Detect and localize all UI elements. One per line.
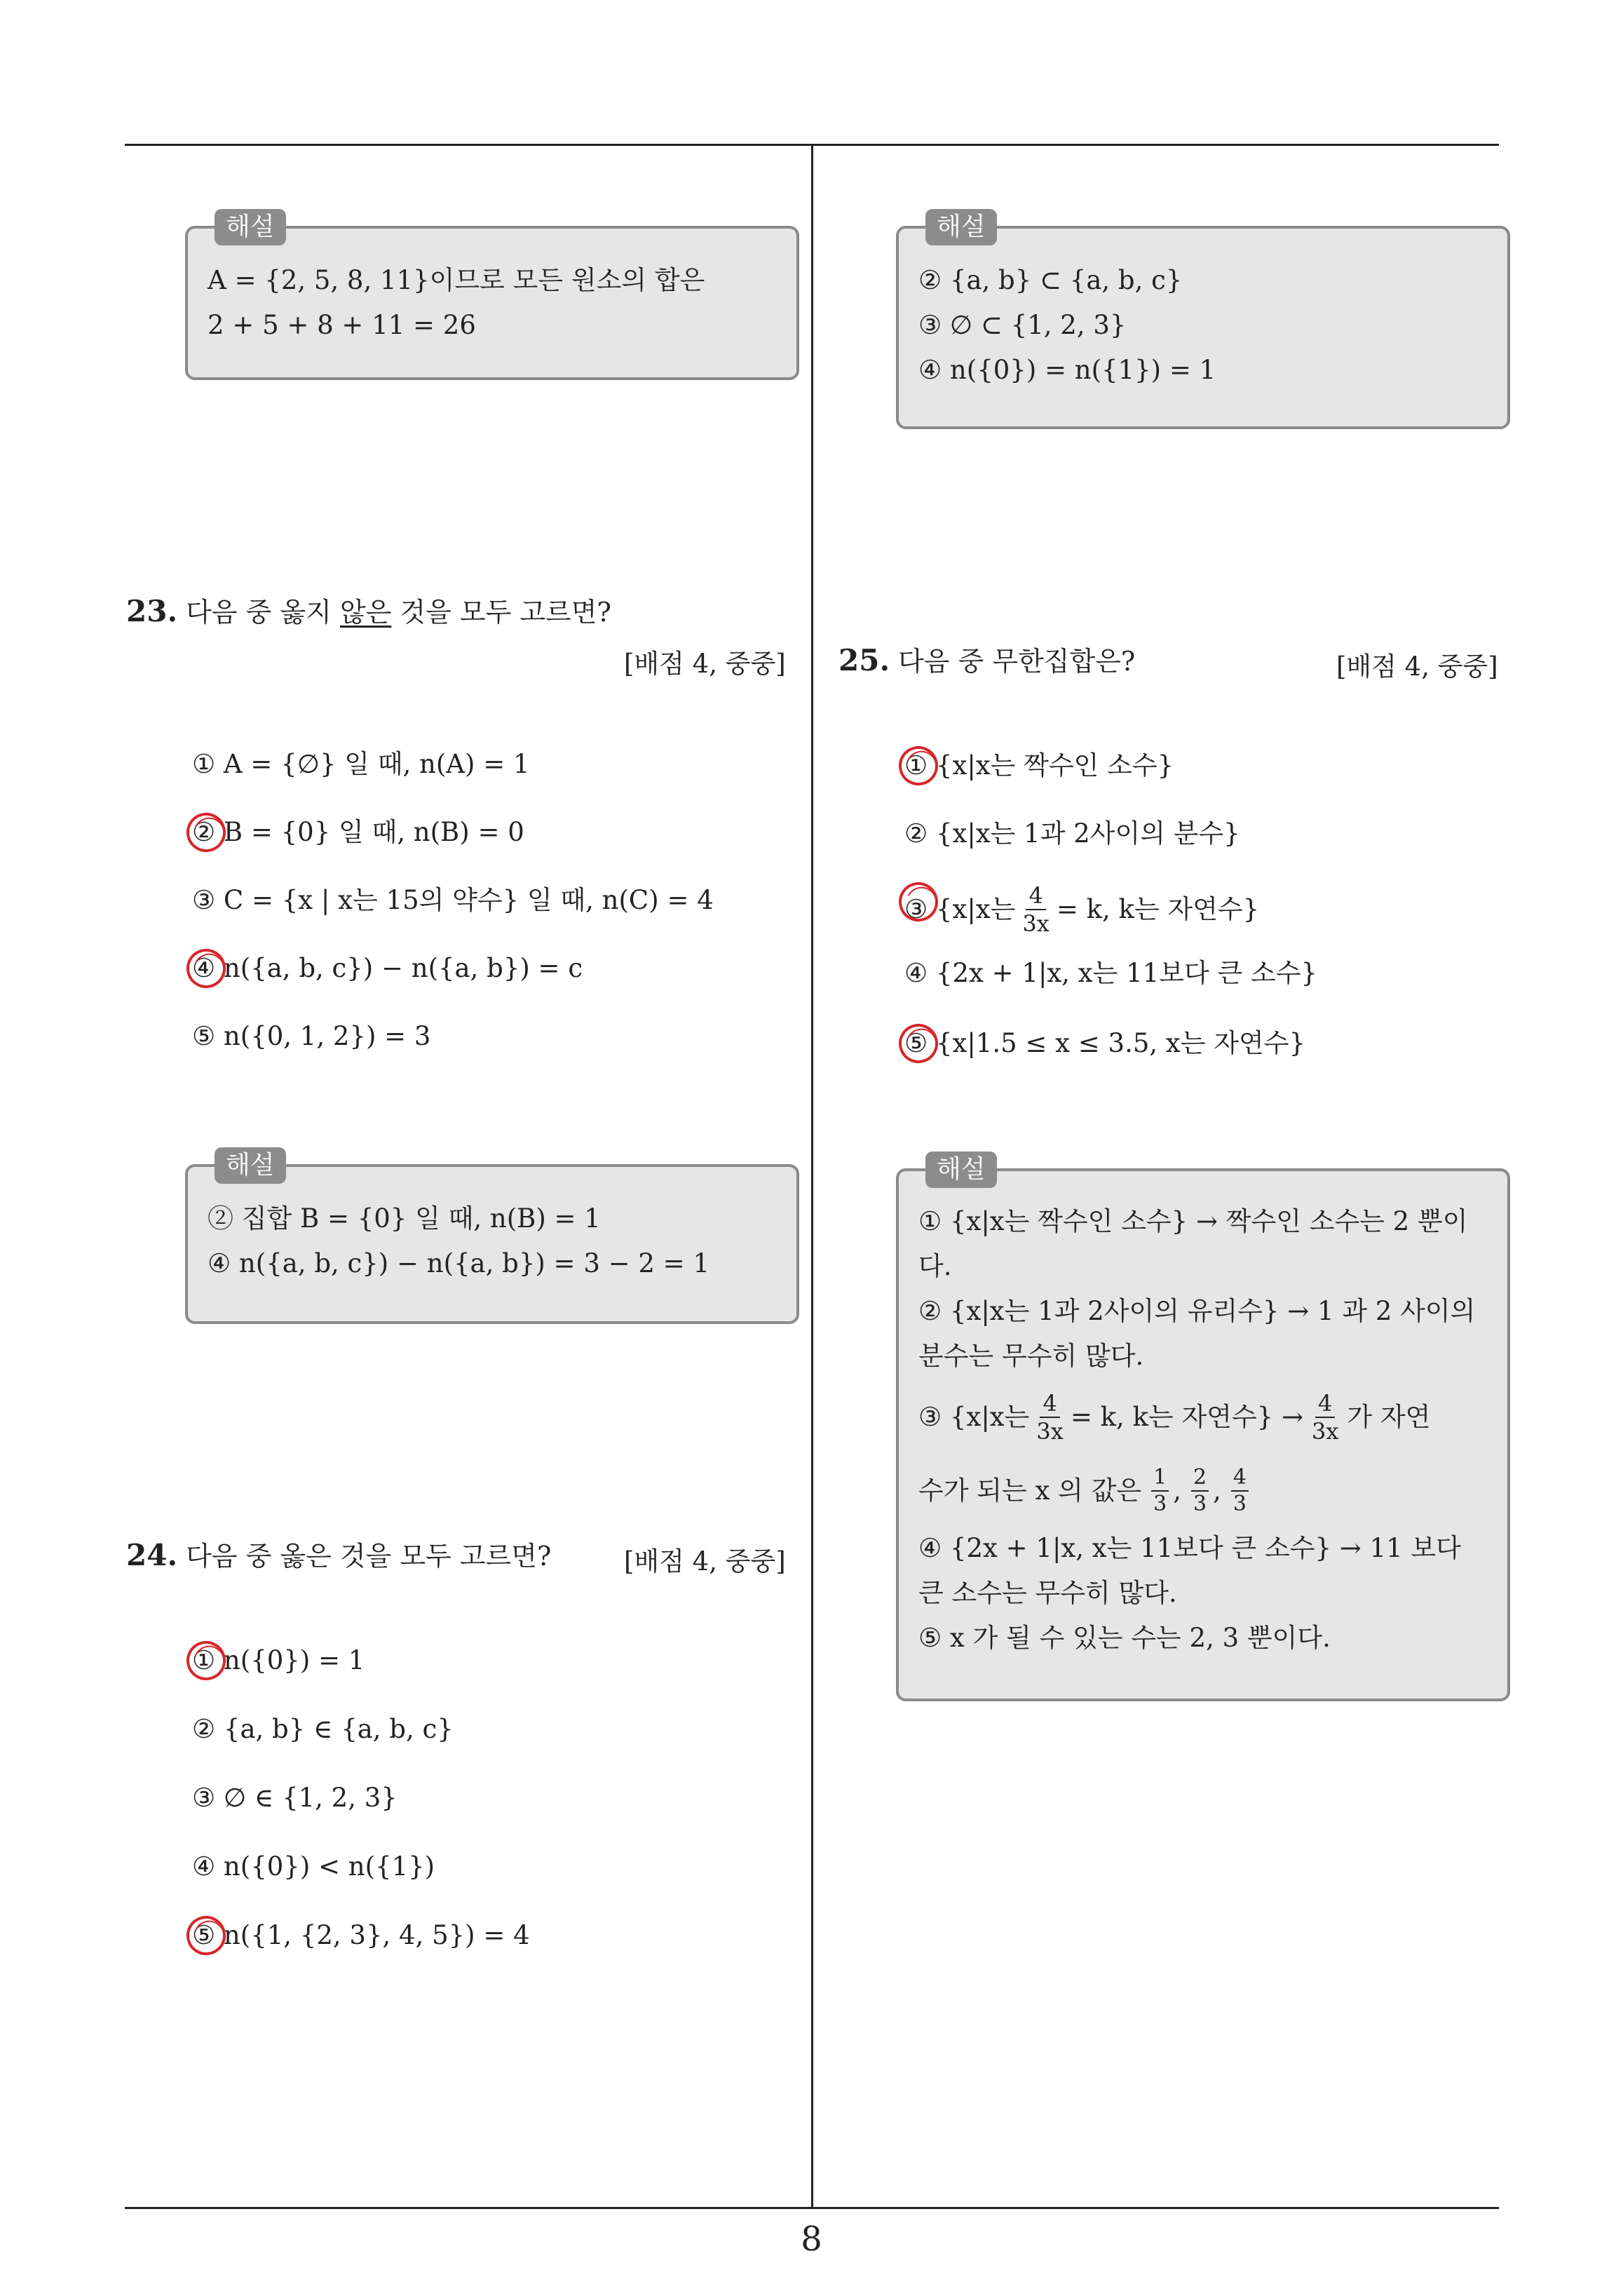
fraction-numerator: 4 xyxy=(1315,1390,1335,1418)
q23-choice-3[interactable]: ③ C = {x | x는 15의 약수} 일 때, n(C) = 4 xyxy=(192,885,714,915)
solution-box-24 xyxy=(896,212,1510,429)
solution-tag: 해설 xyxy=(925,1152,997,1188)
q23-choice-2[interactable]: ② B = {0} 일 때, n(B) = 0 xyxy=(192,817,524,847)
q25-choice-2[interactable]: ② {x|x는 1과 2사이의 분수} xyxy=(904,818,1240,849)
page-number: 8 xyxy=(801,2220,822,2259)
q23-choice-1[interactable]: ① A = {∅} 일 때, n(A) = 1 xyxy=(192,749,530,779)
solution-box-25 xyxy=(896,1155,1510,1701)
question-23-points: [배점 4, 중중] xyxy=(624,649,786,679)
underlined-word: 않은 xyxy=(339,597,392,628)
question-25-title: 25. 다음 중 무한집합은? xyxy=(838,643,1136,677)
q25-choice-3[interactable]: ③ {x|x는 $\frac{4}{3x}$ = k, k는 자연수} xyxy=(904,882,1260,937)
question-number: 24. xyxy=(126,1538,178,1572)
solution-line: 큰 소수는 무수히 많다. xyxy=(918,1578,1177,1608)
fraction-denominator: 3 xyxy=(1232,1492,1247,1516)
question-number: 25. xyxy=(838,643,890,677)
solution-line: A = {2, 5, 8, 11}이므로 모든 원소의 합은 xyxy=(208,265,705,295)
solution-line: 2 + 5 + 8 + 11 = 26 xyxy=(208,310,476,340)
solution-line: ② {x|x는 1과 2사이의 유리수} → 1 과 2 사이의 xyxy=(918,1296,1476,1326)
solution-line: 분수는 무수히 많다. xyxy=(918,1341,1144,1371)
solution-line: 수가 되는 x 의 값은 $\frac{1}{3}$ , $\frac{2}{3}$ , $\frac{4}{3}$ xyxy=(918,1456,1488,1526)
q24-choice-1[interactable]: ① n({0}) = 1 xyxy=(192,1645,365,1675)
solution-tag: 해설 xyxy=(215,1147,286,1184)
solution-line: ④ n({a, b, c}) − n({a, b}) = 3 − 2 = 1 xyxy=(208,1248,709,1278)
fraction-numerator: 4 xyxy=(1231,1465,1249,1492)
fraction xyxy=(1036,1390,1063,1445)
fraction-numerator: 2 xyxy=(1191,1465,1209,1492)
solution-tag: 해설 xyxy=(215,209,286,245)
fraction-numerator: 4 xyxy=(1026,882,1045,910)
question-number: 23. xyxy=(126,594,178,628)
q25-choice-4[interactable]: ④ {2x + 1|x, x는 11보다 큰 소수} xyxy=(904,958,1318,988)
q24-choice-5[interactable]: ⑤ n({1, {2, 3}, 4, 5}) = 4 xyxy=(192,1920,530,1950)
fraction xyxy=(1191,1465,1209,1517)
column-divider xyxy=(811,145,813,2207)
solution-line: ④ {2x + 1|x, x는 11보다 큰 소수} → 11 보다 xyxy=(918,1533,1461,1563)
q23-choice-5[interactable]: ⑤ n({0, 1, 2}) = 3 xyxy=(192,1021,431,1051)
solution-line: ② {a, b} ⊂ {a, b, c} xyxy=(918,265,1183,295)
fraction-denominator: 3x xyxy=(1312,1418,1339,1445)
solution-line: ③ {x|x는 $\frac{4}{3x}$ = k, k는 자연수} → $\frac{4}{3x}$ 가 자연 xyxy=(918,1390,1431,1445)
bottom-rule xyxy=(125,2207,1499,2209)
q25-choice-5[interactable]: ⑤ {x|1.5 ≤ x ≤ 3.5, x는 자연수} xyxy=(904,1028,1306,1058)
fraction-numerator: 1 xyxy=(1151,1465,1169,1492)
fraction xyxy=(1231,1465,1249,1517)
fraction-numerator: 4 xyxy=(1040,1390,1059,1418)
solution-line: ④ n({0}) = n({1}) = 1 xyxy=(918,355,1216,385)
q24-choice-4[interactable]: ④ n({0}) < n({1}) xyxy=(192,1851,435,1882)
solution-line: ⑤ x 가 될 수 있는 수는 2, 3 뿐이다. xyxy=(918,1623,1331,1653)
solution-line: ② 집합 B = {0} 일 때, n(B) = 1 xyxy=(208,1203,601,1234)
fraction-denominator: 3 xyxy=(1153,1492,1167,1516)
question-24-title: 24. 다음 중 옳은 것을 모두 고르면? xyxy=(126,1538,552,1572)
fraction xyxy=(1151,1465,1169,1517)
fraction xyxy=(1312,1390,1338,1445)
fraction-denominator: 3x xyxy=(1022,910,1050,937)
q25-choice-1[interactable]: ① {x|x는 짝수인 소수} xyxy=(904,750,1174,781)
question-23-title: 23. 다음 중 옳지 않은 것을 모두 고르면? xyxy=(126,594,611,628)
fraction xyxy=(1022,882,1049,937)
question-24-points: [배점 4, 중중] xyxy=(624,1546,786,1576)
q24-choice-3[interactable]: ③ ∅ ∈ {1, 2, 3} xyxy=(192,1783,398,1813)
solution-box-23 xyxy=(185,1151,799,1324)
fraction-denominator: 3x xyxy=(1036,1418,1064,1445)
solution-line: ① {x|x는 짝수인 소수} → 짝수인 소수는 2 뿐이 xyxy=(918,1206,1468,1236)
q23-choice-4[interactable]: ④ n({a, b, c}) − n({a, b}) = c xyxy=(192,953,583,983)
solution-tag: 해설 xyxy=(925,209,997,245)
fraction-denominator: 3 xyxy=(1193,1492,1207,1516)
solution-box-22 xyxy=(185,212,799,380)
question-25-points: [배점 4, 중중] xyxy=(1336,651,1498,682)
solution-line: ③ ∅ ⊂ {1, 2, 3} xyxy=(918,310,1127,340)
solution-line: 다. xyxy=(918,1251,952,1281)
q24-choice-2[interactable]: ② {a, b} ∈ {a, b, c} xyxy=(192,1714,454,1744)
